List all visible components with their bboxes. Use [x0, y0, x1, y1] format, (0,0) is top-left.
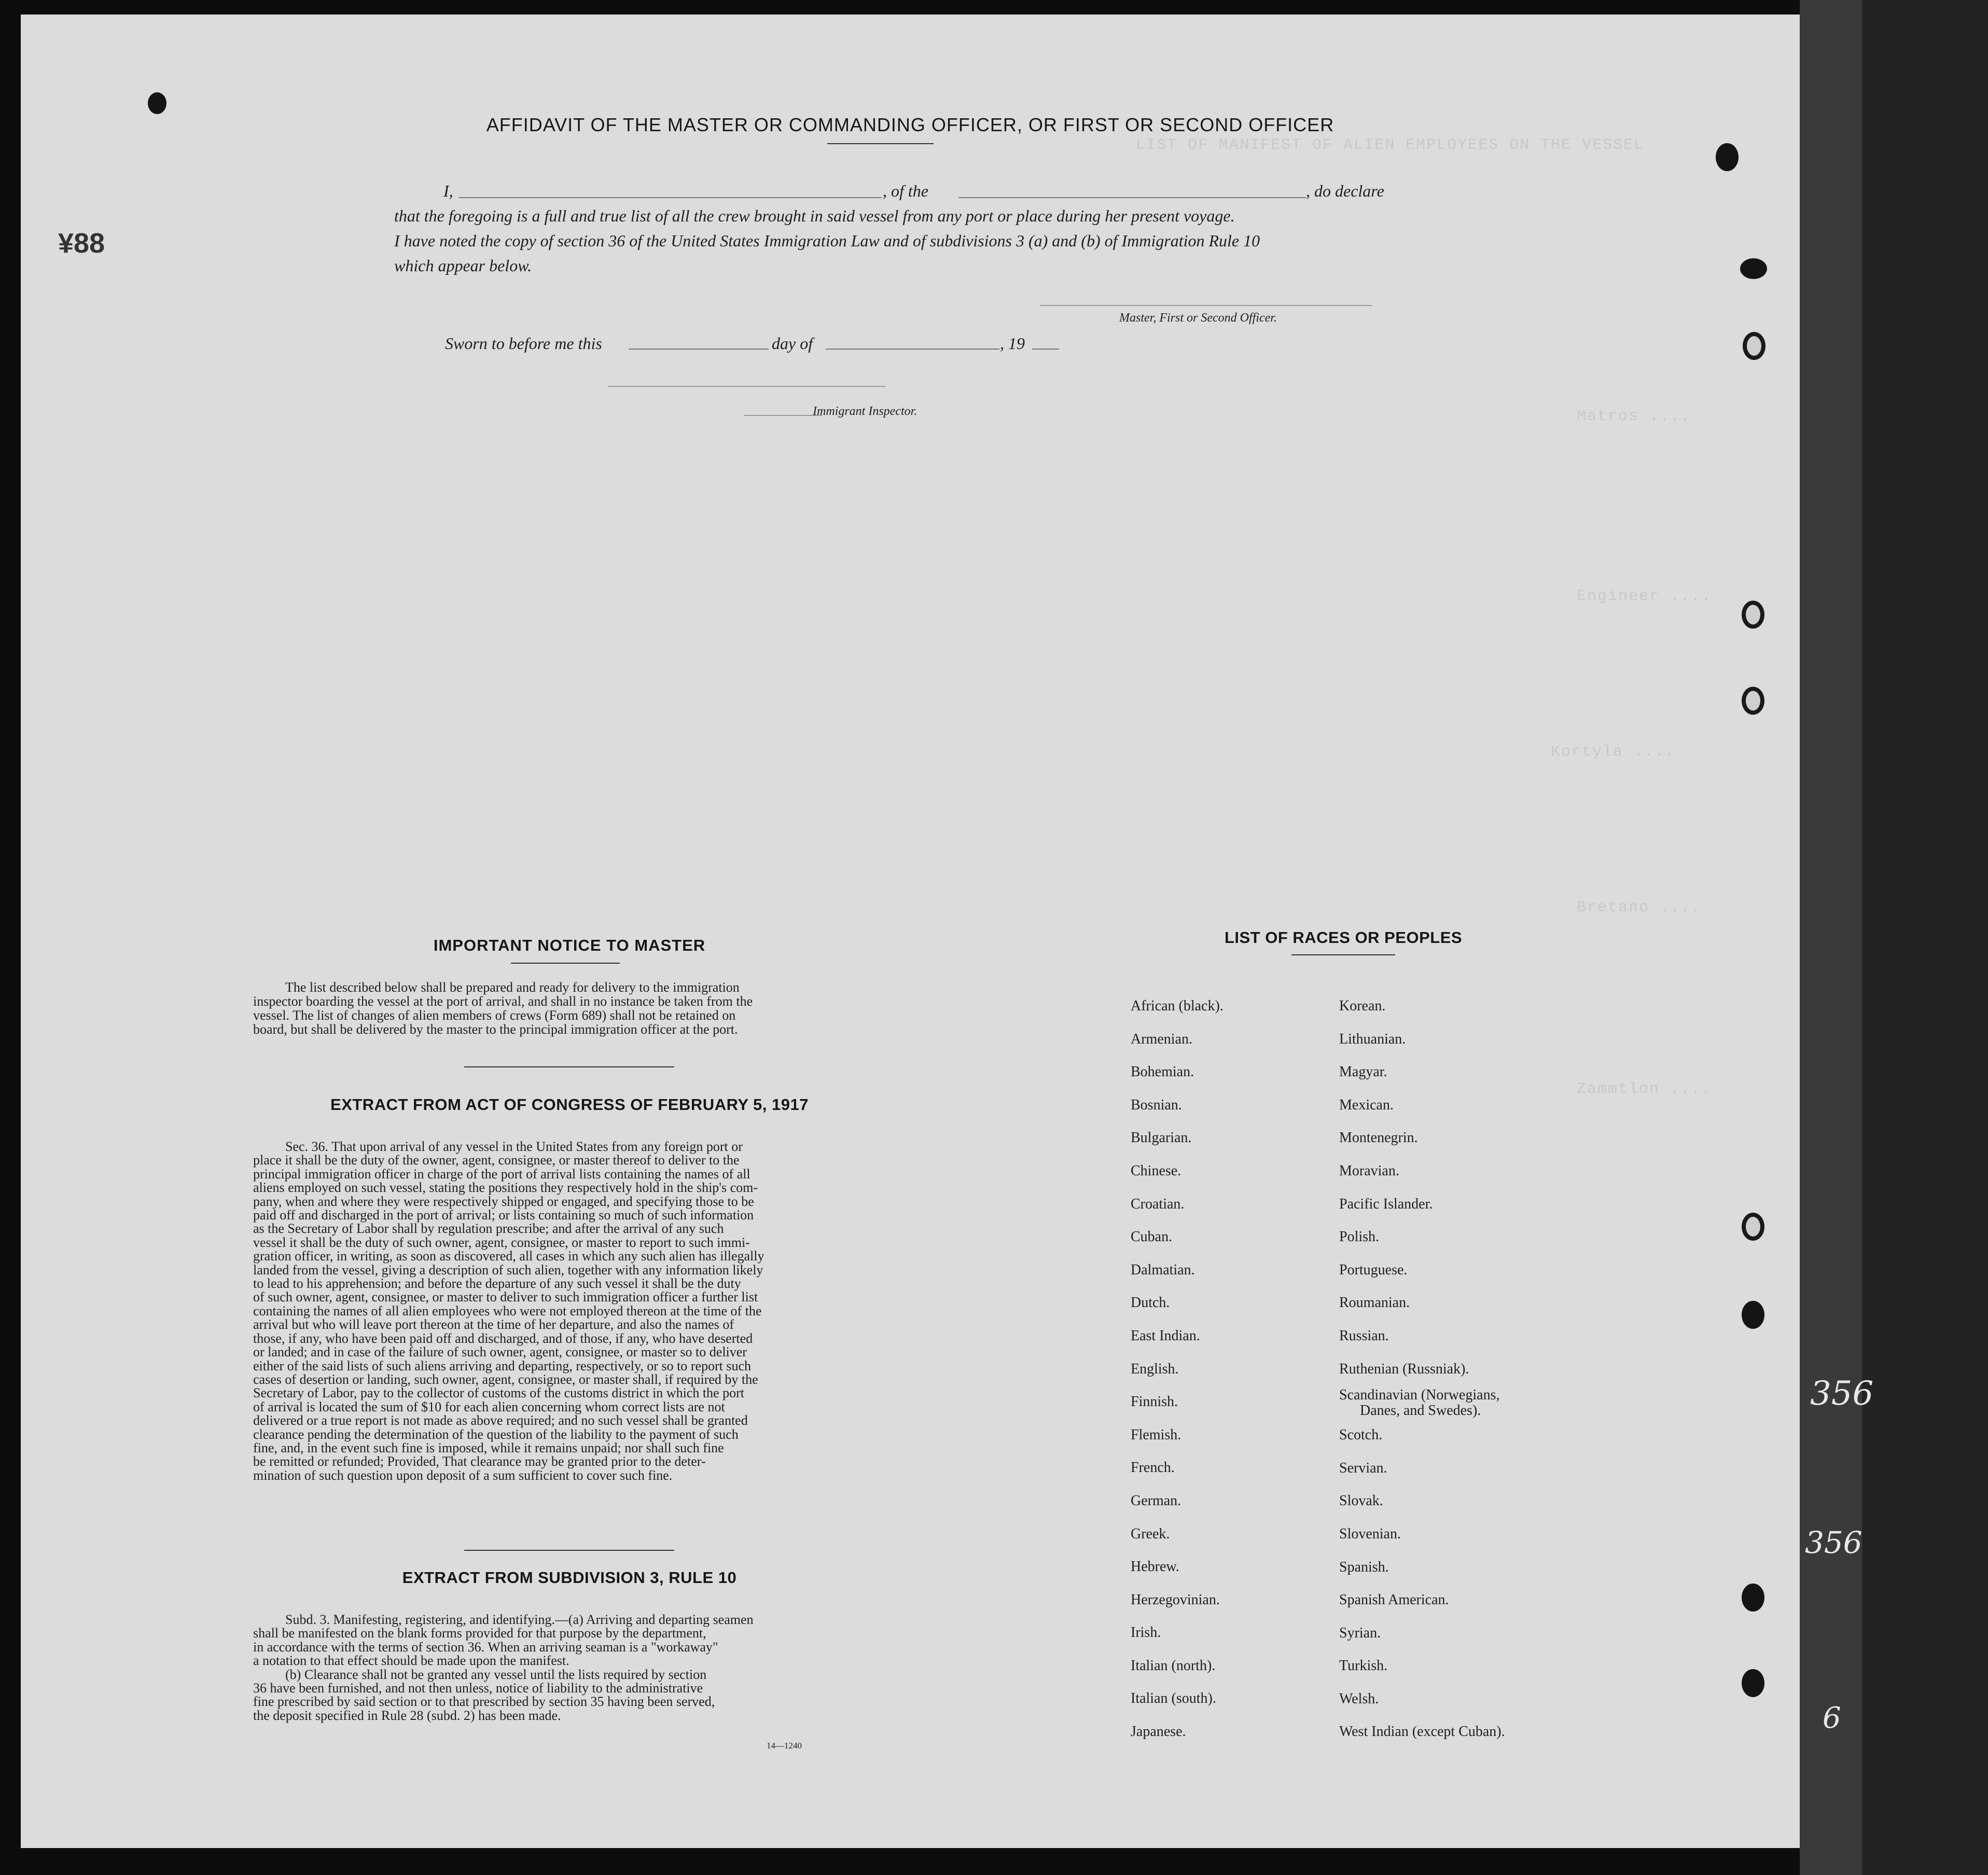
- underlying-page-edge: [1800, 0, 1988, 1875]
- race-item: Dutch.: [1131, 1295, 1170, 1311]
- act-line: as the Secretary of Labor shall by regulation prescribe; and after the arrival of any such: [253, 1221, 724, 1237]
- act-line: vessel it shall be the duty of such owner, agent, consignee, or master to report to such immi-: [253, 1234, 750, 1250]
- notice-line: vessel. The list of changes of alien members of crews (Form 689) shall not be retained on: [253, 1008, 736, 1023]
- punch-hole: [1740, 258, 1767, 279]
- punch-hole: [1742, 1213, 1764, 1241]
- notice-line: The list described below shall be prepared and ready for delivery to the immigration: [285, 980, 740, 995]
- act-line: cases of desertion or landing, such owner, agent, consignee, or master shall, if required by the: [253, 1371, 758, 1387]
- affidavit-of-the: , of the: [883, 182, 928, 200]
- race-item: Bulgarian.: [1131, 1130, 1192, 1146]
- affidavit-title: AFFIDAVIT OF THE MASTER OR COMMANDING OFFICER, OR FIRST OR SECOND OFFICER: [486, 114, 1334, 135]
- margin-stamp: 88¥: [58, 228, 105, 259]
- act-line: to lead to his apprehension; and before the departure of any such vessel it shall be the duty: [253, 1276, 741, 1291]
- act-line: pany, when and where they were respectively shipped or engaged, and specifying those to be: [253, 1193, 754, 1209]
- vessel-name-line[interactable]: [958, 197, 1306, 198]
- punch-hole: [1716, 143, 1739, 171]
- handwritten-note: 356: [1810, 1374, 1874, 1413]
- notice-line: inspector boarding the vessel at the port of arrival, and shall in no instance be taken from the: [253, 994, 753, 1009]
- race-item: Cuban.: [1131, 1229, 1173, 1245]
- race-item: Korean.: [1339, 998, 1386, 1014]
- race-item: Irish.: [1131, 1624, 1161, 1641]
- act-line: be remitted or refunded; Provided, That clearance may be granted prior to the deter-: [253, 1454, 706, 1469]
- bleed-through-text: LIST OF MANIFEST OF ALIEN EMPLOYEES ON THE VESSEL: [1136, 136, 1645, 154]
- bleed-through-text: Matros ....: [1577, 408, 1691, 425]
- sworn-month-line[interactable]: [826, 349, 999, 350]
- race-item: Welsh.: [1339, 1690, 1379, 1707]
- inspector-signature-line[interactable]: [608, 386, 885, 387]
- extract-rule-body: [253, 1613, 884, 1723]
- affidavit-line-4: which appear below.: [394, 256, 532, 275]
- sworn-label: Sworn to before me this: [445, 334, 602, 353]
- race-item: Bohemian.: [1131, 1064, 1194, 1080]
- race-item: Slovak.: [1339, 1493, 1383, 1509]
- rule-line: a notation to that effect should be made upon the manifest.: [253, 1653, 569, 1669]
- act-line: delivered or a true report is not made as above required; and no such vessel shall be granted: [253, 1413, 748, 1428]
- race-item: Italian (south).: [1131, 1690, 1216, 1707]
- extract-rule-title: EXTRACT FROM SUBDIVISION 3, RULE 10: [402, 1568, 737, 1587]
- race-item: Russian.: [1339, 1327, 1389, 1344]
- act-line: principal immigration officer in charge of the port of arrival lists containing the names of all: [253, 1166, 750, 1182]
- bleed-through-text: Kortyla ....: [1551, 743, 1676, 761]
- act-line: fine, and, in the event such fine is imposed, while it remains unpaid; nor shall such fine: [253, 1440, 724, 1455]
- race-item: Italian (north).: [1131, 1657, 1216, 1674]
- punch-hole: [1742, 687, 1764, 715]
- race-item: African (black).: [1131, 998, 1224, 1014]
- punch-dot: [148, 92, 166, 114]
- race-item: French.: [1131, 1460, 1175, 1476]
- race-item: Slovenian.: [1339, 1525, 1401, 1542]
- extract-act-body: [253, 1140, 884, 1482]
- rule-line: the deposit specified in Rule 28 (subd. 2) has been made.: [253, 1707, 561, 1723]
- race-item: Finnish.: [1131, 1394, 1178, 1410]
- notice-title-rule: [511, 963, 620, 964]
- race-item: West Indian (except Cuban).: [1339, 1724, 1505, 1740]
- act-line: Sec. 36. That upon arrival of any vessel in the United States from any foreign port or: [285, 1139, 743, 1154]
- year-label: , 19: [1000, 334, 1025, 353]
- act-line: of such owner, agent, consignee, or master to deliver to such immigration officer a further list: [253, 1289, 758, 1305]
- race-item: Scandinavian (Norwegians,: [1339, 1387, 1500, 1404]
- act-line: either of the said lists of such aliens arriving and departing, respectively, or so to report such: [253, 1358, 752, 1373]
- race-item: Croatian.: [1131, 1196, 1185, 1212]
- race-item: Pacific Islander.: [1339, 1196, 1433, 1212]
- act-line: paid off and discharged in the port of arrival; or lists containing so much of such information: [253, 1207, 754, 1223]
- sworn-day-line[interactable]: [629, 349, 769, 350]
- affidavit-line-2: that the foregoing is a full and true list of all the crew brought in said vessel from any port or place during her present voyage.: [394, 206, 1235, 225]
- affidavit-do-declare: , do declare: [1306, 182, 1384, 200]
- race-item: German.: [1131, 1492, 1181, 1509]
- race-item: Scotch.: [1339, 1427, 1383, 1443]
- inspector-caption-rule: [744, 415, 822, 416]
- race-item: Hebrew.: [1131, 1559, 1179, 1575]
- notice-body: [253, 980, 884, 1036]
- punch-hole: [1743, 332, 1765, 360]
- race-item: Bosnian.: [1131, 1096, 1182, 1113]
- race-item: English.: [1131, 1360, 1179, 1377]
- act-line: arrival but who will leave port thereon at the time of her departure, and also the names of: [253, 1317, 734, 1332]
- rule-line: 36 have been furnished, and not then unless, notice of liability to the administrative: [253, 1680, 703, 1696]
- race-item: Syrian.: [1339, 1624, 1381, 1641]
- race-item: Portuguese.: [1339, 1261, 1408, 1278]
- race-item: Turkish.: [1339, 1658, 1388, 1674]
- race-item: Roumanian.: [1339, 1295, 1410, 1311]
- race-item: Montenegrin.: [1339, 1130, 1418, 1146]
- race-item: Mexican.: [1339, 1096, 1394, 1113]
- race-item: Greek.: [1131, 1525, 1170, 1542]
- race-item: Dalmatian.: [1131, 1261, 1195, 1278]
- sworn-year-line[interactable]: [1032, 349, 1059, 350]
- page-edge-shadow: [1800, 0, 1862, 1875]
- notice-line: board, but shall be delivered by the master to the principal immigration officer at the port.: [253, 1022, 738, 1037]
- act-line: landed from the vessel, giving a description of such alien, together with any information likely: [253, 1262, 763, 1277]
- master-signature-line[interactable]: [1040, 305, 1372, 306]
- punch-hole: [1742, 1301, 1764, 1329]
- punch-hole: [1742, 1669, 1764, 1697]
- races-title-rule: [1291, 954, 1395, 955]
- race-item: Servian.: [1339, 1460, 1387, 1476]
- day-of-label: day of: [772, 334, 813, 353]
- master-caption: Master, First or Second Officer.: [1119, 311, 1277, 325]
- manifest-back-page: [21, 15, 1800, 1848]
- act-line: containing the names of all alien employees who were not employed thereon at the time of the: [253, 1303, 762, 1318]
- race-item: Herzegovinian.: [1131, 1591, 1220, 1608]
- form-number: 14—1240: [767, 1741, 802, 1751]
- rule-line: (b) Clearance shall not be granted any vessel until the lists required by section: [285, 1666, 707, 1682]
- handwritten-mark: 6: [1823, 1701, 1841, 1735]
- race-item: Danes, and Swedes).: [1360, 1402, 1481, 1419]
- inspector-caption: Immigrant Inspector.: [813, 405, 917, 418]
- act-line: aliens employed on such vessel, stating the positions they respectively hold in the ship's com-: [253, 1180, 758, 1196]
- race-item: Ruthenian (Russniak).: [1339, 1360, 1469, 1377]
- race-item: Moravian.: [1339, 1162, 1399, 1179]
- race-item: Spanish American.: [1339, 1592, 1449, 1608]
- act-line: mination of such question upon deposit of a sum sufficient to cover such fine.: [253, 1467, 673, 1483]
- race-item: East Indian.: [1131, 1327, 1200, 1344]
- act-line: of arrival is located the sum of $10 for each alien concerning whom correct lists are not: [253, 1399, 725, 1414]
- race-item: Spanish.: [1339, 1559, 1389, 1575]
- act-line: place it shall be the duty of the owner, agent, consignee, or master thereof to deliver to the: [253, 1152, 740, 1168]
- act-line: those, if any, who have been paid off and discharged, and of those, if any, who have deserted: [253, 1330, 753, 1346]
- races-left-column: [1131, 990, 1224, 1748]
- race-item: Polish.: [1339, 1229, 1380, 1245]
- bleed-through-text: Bretano ....: [1577, 899, 1702, 916]
- races-right-column: [1339, 990, 1505, 1748]
- affidavit-line-3: I have noted the copy of section 36 of the United States Immigration Law and of subdivisions 3 (a) and (b) of Immigration Rule 10: [394, 231, 1260, 250]
- bleed-through-text: Zammtlon ....: [1577, 1080, 1712, 1098]
- race-item: Japanese.: [1131, 1724, 1186, 1740]
- rule-line: shall be manifested on the blank forms provided for that purpose by the department,: [253, 1626, 706, 1641]
- race-item: Armenian.: [1131, 1031, 1192, 1047]
- race-item: Flemish.: [1131, 1426, 1181, 1443]
- act-line: Secretary of Labor, pay to the collector of customs of the customs district in which the port: [253, 1385, 744, 1401]
- section-divider: [464, 1066, 674, 1067]
- affidavit-i-label: I,: [443, 182, 453, 200]
- act-line: clearance pending the determination of the question of the liability to the payment of such: [253, 1426, 739, 1442]
- act-line: gration officer, in writing, as soon as discovered, all cases in which any such alien has illegally: [253, 1248, 764, 1264]
- bleed-through-text: Engineer ....: [1577, 588, 1712, 605]
- title-underline: [827, 143, 934, 144]
- races-title: LIST OF RACES OR PEOPLES: [1224, 928, 1463, 947]
- rule-line: in accordance with the terms of section 36. When an arriving seaman is a "workaway": [253, 1639, 718, 1655]
- rule-line: Subd. 3. Manifesting, registering, and identifying.—(a) Arriving and departing seamen: [285, 1612, 754, 1627]
- extract-act-title: EXTRACT FROM ACT OF CONGRESS OF FEBRUARY 5, 1917: [330, 1095, 809, 1114]
- race-item: Magyar.: [1339, 1064, 1387, 1080]
- handwritten-note: 356: [1805, 1525, 1862, 1560]
- notice-title: IMPORTANT NOTICE TO MASTER: [433, 936, 706, 954]
- section-divider: [464, 1550, 674, 1551]
- officer-name-line[interactable]: [459, 197, 882, 198]
- act-line: or landed; and in case of the failure of such owner, agent, consignee, or master so to deliver: [253, 1344, 747, 1360]
- rule-line: fine prescribed by said section or to that prescribed by section 35 having been served,: [253, 1694, 715, 1710]
- punch-hole: [1742, 601, 1764, 629]
- punch-hole: [1742, 1584, 1764, 1612]
- race-item: Lithuanian.: [1339, 1031, 1406, 1047]
- race-item: Chinese.: [1131, 1162, 1181, 1179]
